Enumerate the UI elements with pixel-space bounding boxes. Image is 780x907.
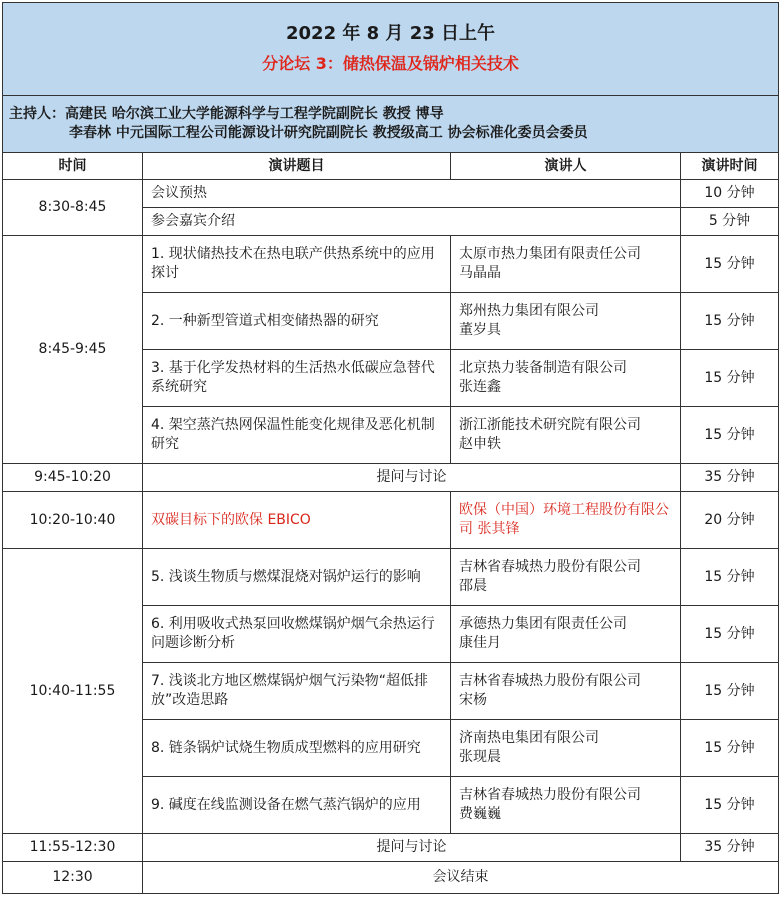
table-row xyxy=(3,834,779,862)
host-line-2: 李春林 中元国际工程公司能源设计研究院副院长 教授级高工 协会标准化委员会委员 xyxy=(69,125,588,141)
topic-cell: 2. 一种新型管道式相变储热器的研究 xyxy=(143,293,451,350)
hosts-block xyxy=(3,96,779,153)
duration-cell: 10 分钟 xyxy=(681,180,779,208)
speaker-cell: 欧保（中国）环境工程股份有限公司 张其锋 xyxy=(451,492,681,549)
speaker-org: 太原市热力集团有限责任公司 xyxy=(459,246,641,262)
column-header-row xyxy=(3,153,779,180)
duration-cell: 15 分钟 xyxy=(681,350,779,407)
speaker-name: 宋杨 xyxy=(459,692,487,708)
speaker-name: 邵晨 xyxy=(459,578,487,594)
duration-cell: 15 分钟 xyxy=(681,293,779,350)
time-cell: 10:40-11:55 xyxy=(3,549,143,834)
speaker-org: 济南热电集团有限公司 xyxy=(459,730,599,746)
speaker-name: 赵申轶 xyxy=(459,436,501,452)
schedule-table xyxy=(2,2,779,894)
forum-subtitle: 分论坛 3：储热保温及锅炉相关技术 xyxy=(262,54,519,73)
topic-cell: 1. 现状储热技术在热电联产供热系统中的应用探讨 xyxy=(143,236,451,293)
session-label: 提问与讨论 xyxy=(143,834,681,862)
table-row xyxy=(3,236,779,293)
speaker-name: 费巍巍 xyxy=(459,806,501,822)
speaker-cell xyxy=(451,720,681,777)
title-block xyxy=(3,3,779,96)
session-label: 提问与讨论 xyxy=(143,464,681,492)
time-cell: 8:45-9:45 xyxy=(3,236,143,464)
speaker-name: 康佳月 xyxy=(459,635,501,651)
page-title: 2022 年 8 月 23 日上午 xyxy=(286,23,496,44)
col-speaker-header: 演讲人 xyxy=(451,153,681,180)
speaker-name: 张连鑫 xyxy=(459,379,501,395)
time-cell: 9:45-10:20 xyxy=(3,464,143,492)
duration-cell: 35 分钟 xyxy=(681,464,779,492)
speaker-cell xyxy=(451,293,681,350)
duration-cell: 15 分钟 xyxy=(681,720,779,777)
table-row xyxy=(3,180,779,208)
speaker-org: 吉林省春城热力股份有限公司 xyxy=(459,787,641,803)
speaker-cell xyxy=(451,549,681,606)
session-label: 会议结束 xyxy=(143,862,779,894)
topic-cell: 双碳目标下的欧保 EBICO xyxy=(143,492,451,549)
duration-cell: 15 分钟 xyxy=(681,663,779,720)
duration-cell: 15 分钟 xyxy=(681,606,779,663)
topic-cell: 5. 浅谈生物质与燃煤混烧对锅炉运行的影响 xyxy=(143,549,451,606)
topic-cell: 4. 架空蒸汽热网保温性能变化规律及恶化机制研究 xyxy=(143,407,451,464)
topic-cell: 参会嘉宾介绍 xyxy=(143,208,681,236)
table-row xyxy=(3,862,779,894)
speaker-cell xyxy=(451,606,681,663)
speaker-org: 郑州热力集团有限公司 xyxy=(459,303,599,319)
time-cell: 10:20-10:40 xyxy=(3,492,143,549)
table-row xyxy=(3,549,779,606)
duration-cell: 15 分钟 xyxy=(681,777,779,834)
topic-cell: 3. 基于化学发热材料的生活热水低碳应急替代系统研究 xyxy=(143,350,451,407)
speaker-cell xyxy=(451,777,681,834)
topic-cell: 8. 链条锅炉试烧生物质成型燃料的应用研究 xyxy=(143,720,451,777)
speaker-org: 北京热力装备制造有限公司 xyxy=(459,360,627,376)
topic-cell: 7. 浅谈北方地区燃煤锅炉烟气污染物“超低排放”改造思路 xyxy=(143,663,451,720)
table-row xyxy=(3,464,779,492)
table-row xyxy=(3,492,779,549)
time-cell: 12:30 xyxy=(3,862,143,894)
speaker-org: 吉林省春城热力股份有限公司 xyxy=(459,673,641,689)
duration-cell: 20 分钟 xyxy=(681,492,779,549)
speaker-name: 马晶晶 xyxy=(459,265,501,281)
duration-cell: 15 分钟 xyxy=(681,236,779,293)
speaker-cell xyxy=(451,236,681,293)
col-time-header: 时间 xyxy=(3,153,143,180)
speaker-org: 吉林省春城热力股份有限公司 xyxy=(459,559,641,575)
topic-cell: 6. 利用吸收式热泵回收燃煤锅炉烟气余热运行问题诊断分析 xyxy=(143,606,451,663)
speaker-org: 承德热力集团有限责任公司 xyxy=(459,616,627,632)
duration-cell: 35 分钟 xyxy=(681,834,779,862)
speaker-org: 浙江浙能技术研究院有限公司 xyxy=(459,417,641,433)
duration-cell: 15 分钟 xyxy=(681,549,779,606)
time-cell: 11:55-12:30 xyxy=(3,834,143,862)
speaker-cell xyxy=(451,663,681,720)
time-cell: 8:30-8:45 xyxy=(3,180,143,236)
speaker-name: 董岁具 xyxy=(459,322,501,338)
host-line-1: 主持人：高建民 哈尔滨工业大学能源科学与工程学院副院长 教授 博导 xyxy=(9,106,444,122)
topic-cell: 会议预热 xyxy=(143,180,681,208)
col-duration-header: 演讲时间 xyxy=(681,153,779,180)
speaker-name: 张现晨 xyxy=(459,749,501,765)
duration-cell: 5 分钟 xyxy=(681,208,779,236)
topic-cell: 9. 碱度在线监测设备在燃气蒸汽锅炉的应用 xyxy=(143,777,451,834)
speaker-cell xyxy=(451,407,681,464)
duration-cell: 15 分钟 xyxy=(681,407,779,464)
col-topic-header: 演讲题目 xyxy=(143,153,451,180)
speaker-cell xyxy=(451,350,681,407)
